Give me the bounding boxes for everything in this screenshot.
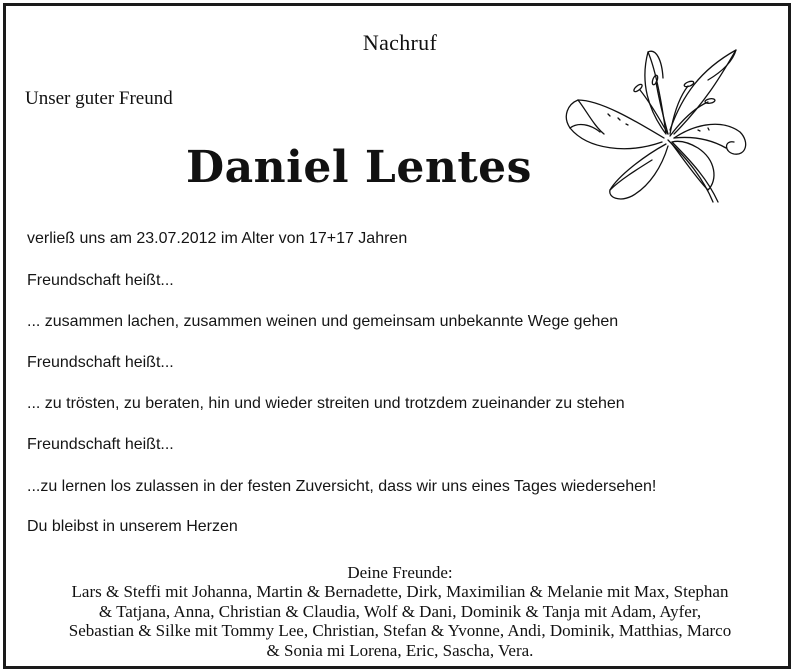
notice-subtitle: Unser guter Freund bbox=[25, 88, 173, 109]
notice-line: ... zusammen lachen, zusammen weinen und gemeinsam unbekannte Wege gehen bbox=[27, 313, 619, 330]
deceased-name: Daniel Lentes bbox=[186, 142, 532, 193]
notice-line: ...zu lernen los zulassen in der festen Zuversicht, dass wir uns eines Tages wiedersehen! bbox=[27, 478, 657, 495]
friends-line: & Tatjana, Anna, Christian & Claudia, Wolf & Dani, Dominik & Tanja mit Adam, Ayfer, bbox=[98, 601, 702, 621]
notice-title: Nachruf bbox=[362, 30, 438, 55]
notice-line: Freundschaft heißt... bbox=[27, 354, 174, 371]
friends-line: Sebastian & Silke mit Tommy Lee, Christian, Stefan & Yvonne, Andi, Dominik, Matthias, Marco bbox=[68, 621, 732, 640]
notice-line-closing: Du bleibst in unserem Herzen bbox=[27, 518, 238, 535]
notice-line: Freundschaft heißt... bbox=[27, 272, 174, 289]
friends-heading: Deine Freunde: bbox=[347, 563, 453, 582]
friends-line: & Sonia mi Lorena, Eric, Sascha, Vera. bbox=[266, 640, 534, 660]
notice-line: Freundschaft heißt... bbox=[27, 436, 174, 453]
lily-flower-icon bbox=[548, 30, 754, 208]
friends-line: Lars & Steffi mit Johanna, Martin & Bernadette, Dirk, Maximilian & Melanie mit Max, Stephan bbox=[71, 582, 729, 601]
friends-list bbox=[14, 582, 786, 660]
notice-line-date: verließ uns am 23.07.2012 im Alter von 17+17 Jahren bbox=[27, 230, 408, 247]
notice-line: ... zu trösten, zu beraten, hin und wieder streiten und trotzdem zueinander zu stehen bbox=[27, 395, 625, 412]
